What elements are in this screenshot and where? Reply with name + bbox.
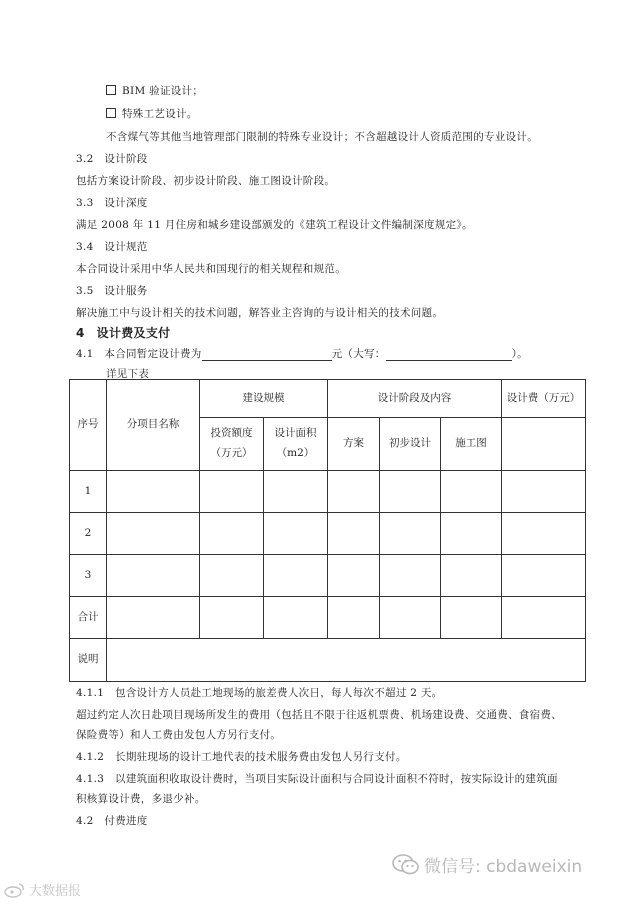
header-scheme: 方案 — [328, 418, 380, 471]
note-4-1-3-line-2: 积核算设计费，多退少补。 — [76, 793, 206, 805]
section-3-5-body: 解决施工中与设计相关的技术问题，解答业主咨询的与设计相关的技术问题。 — [76, 307, 444, 319]
header-design-stage: 设计阶段及内容 — [328, 380, 502, 418]
header-fee-blank — [502, 418, 586, 471]
exclusion-text: 不含煤气等其他当地管理部门限制的特殊专业设计；不含超越设计人资质范围的专业设计。 — [106, 131, 538, 143]
table-row: 3 — [70, 555, 586, 597]
header-item-name: 分项目名称 — [107, 380, 200, 471]
note-4-1-1: 4.1.1 包含设计方人员赴工地现场的旅差费人次日，每人每次不超过 2 天。 — [76, 687, 443, 699]
weibo-icon — [4, 882, 26, 898]
checklist-item-bim: BIM 验证设计； — [106, 83, 203, 98]
wechat-watermark: 微信号: cbdaweixin — [392, 852, 582, 877]
design-fee-table — [69, 379, 586, 682]
header-seq: 序号 — [70, 380, 107, 471]
section-4-2-heading: 4.2 付费进度 — [76, 815, 148, 827]
note-4-1-1-extra-line-1: 超过约定人次日赴项目现场所发生的费用（包括且不限于往返机票费、机场建设费、交通费、食宿费、 — [76, 709, 562, 721]
note-4-1-1-extra-line-2: 保险费等）和人工费由发包人方另行支付。 — [76, 729, 282, 741]
checkbox-icon — [106, 108, 116, 118]
header-construction-drawing: 施工图 — [441, 418, 502, 471]
fee-amount-blank — [202, 350, 332, 361]
table-row: 说明 — [70, 639, 586, 682]
section-3-4-body: 本合同设计采用中华人民共和国现行的相关规程和规范。 — [76, 263, 346, 275]
checklist-item-special-process: 特殊工艺设计。 — [106, 106, 198, 121]
checkbox-icon — [106, 85, 116, 95]
section-3-4-heading: 3.4 设计规范 — [76, 241, 148, 253]
fee-uppercase-blank — [386, 350, 512, 361]
note-4-1-2: 4.1.2 长期驻现场的设计工地代表的技术服务费由发包人另行支付。 — [76, 751, 407, 763]
header-design-area: 设计面积 （m2） — [264, 418, 328, 471]
header-investment: 投资额度 （万元） — [200, 418, 264, 471]
header-preliminary: 初步设计 — [380, 418, 441, 471]
table-row: 2 — [70, 513, 586, 555]
header-construction-scale: 建设规模 — [200, 380, 328, 418]
section-3-5-heading: 3.5 设计服务 — [76, 285, 148, 297]
table-row: 合计 — [70, 597, 586, 639]
wechat-icon — [392, 853, 420, 877]
section-3-2-body: 包括方案设计阶段、初步设计阶段、施工图设计阶段。 — [76, 175, 336, 187]
section-3-3-heading: 3.3 设计深度 — [76, 197, 148, 209]
section-3-2-heading: 3.2 设计阶段 — [76, 153, 148, 165]
header-design-fee: 设计费（万元） — [502, 380, 586, 418]
note-4-1-3-line-1: 4.1.3 以建筑面积收取设计费时，当项目实际设计面积与合同设计面积不符时，按实际设计的建筑面 — [76, 773, 558, 785]
table-row: 1 — [70, 471, 586, 513]
see-below-text: 详见下表 — [106, 368, 150, 380]
section-4-heading: 4 设计费及支付 — [76, 326, 171, 340]
section-3-3-body: 满足 2008 年 11 月住房和城乡建设部颁发的《建筑工程设计文件编制深度规定》。 — [76, 219, 473, 231]
weibo-watermark: 大数据报 — [4, 880, 81, 899]
section-4-1-fee-line: 4.1 本合同暂定设计费为 元（大写： ）。 — [76, 348, 528, 360]
